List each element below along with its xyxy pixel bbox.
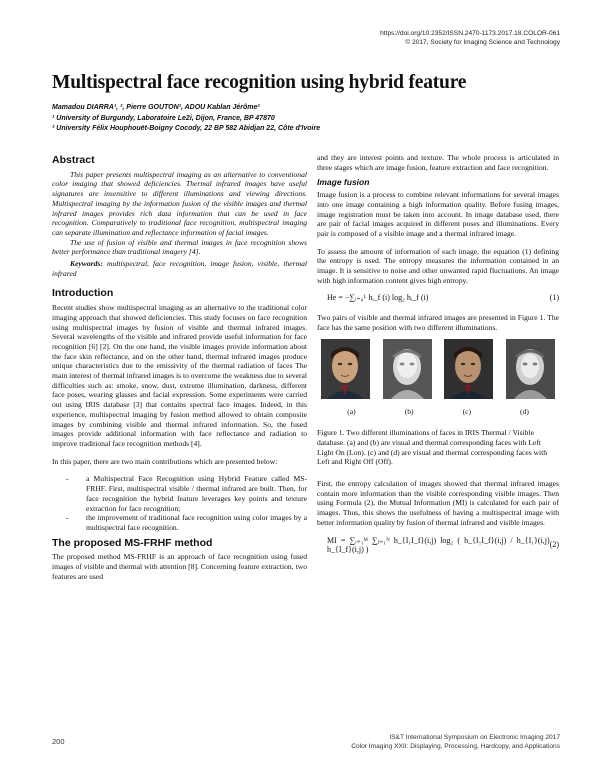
- equation-1: [317, 293, 559, 303]
- list-dash: -: [66, 474, 69, 484]
- method-paragraph-continued: and they are interest points and texture. The whole process is articulated in three stages which are image fusion, feature extraction and face recognition.: [317, 153, 559, 172]
- figure-label-c: (c): [462, 406, 472, 416]
- image-fusion-paragraph-1: Image fusion is a process to combine relevant informations for several images into one image containing a high information quality. Before fusing images, image registration must be taken into account. In image database used, there are pair of facial images acquired in different poses and illuminations. Every pair is composed of a visible image and a thermal infrared image.: [317, 190, 559, 238]
- method-paragraph-1: The proposed method MS-FRHF is an approach of face recognition using fused images of visible and thermal with attention [8]. Concerning feature extraction, two features are used: [52, 552, 307, 581]
- method-heading: The proposed MS-FRHF method: [52, 536, 213, 549]
- figure-label-a: (a): [347, 406, 356, 416]
- face-image-visible-c: [444, 339, 493, 399]
- author-names: Mamadou DIARRA¹, ², Pierre GOUTON¹, ADOU Kablan Jérôme²: [52, 104, 260, 111]
- page-footer: [351, 733, 560, 751]
- page-header: [380, 29, 560, 47]
- paper-title: Multispectral face recognition using hybrid feature: [52, 72, 467, 93]
- entropy-formula: He = −∑ᵢ₌₀ᴸ hᵢ_f (i) log₂ hᵢ_f (i): [327, 293, 429, 303]
- author-block: [52, 103, 320, 135]
- mutual-information-formula: MI = ∑ᵢ₌₁ᴹ ∑ⱼ₌₁ᴺ h_{I₁I_f}(i,j) log₂ ( h_{I₁I_f}(i,j) / h_{I₁}(i,j) h_{I_f}(i,j) ): [327, 535, 550, 555]
- abstract-heading: Abstract: [52, 154, 95, 166]
- figure-1: [321, 339, 555, 399]
- introduction-paragraph-1: Recent studies show multispectral imaging as an alternative to the traditional color imaging approach that showed deficiencies. This study focuses on face recognition using multispectral images by fusion of visible and thermal infrared images. Several wavelengths of the visible and infrared provide useful information for face recognition [6] [2]. On the one hand, the visible images provide information about the face skin reflectance, and on the other hand, thermal infrared images produce unique characteristics due to the emissivity of the thermal radiation of faces The main interest of thermal infrared images is to overcome the weakness due to several difficulties such as: smoke, snow, dust, extreme illumination, darkness, different face poses, wearing glasses and facial expression. Some experiments were carried out using IRIS database [3] that contains spectral face images. Indeed, in this experience, multispectral imaging by fusion method allowed to obtain composite images by combining visible and thermal infrared information. So, the fused images provide additional information with face reflectance and radiation to improve traditional face recognition methods [4].: [52, 303, 307, 448]
- introduction-paragraph-2: In this paper, there are two main contributions which are presented below:: [52, 456, 278, 466]
- keywords-list: multispectral, face recognition, image fusion, visible, thermal infrared: [52, 259, 307, 278]
- list-item: [52, 474, 307, 513]
- conference-name: IS&T International Symposium on Electronic Imaging 2017: [389, 734, 560, 741]
- list-dash: -: [66, 513, 69, 523]
- page-number: 200: [52, 737, 65, 746]
- copyright-notice: © 2017, Society for Imaging Science and Technology: [405, 39, 560, 46]
- image-fusion-paragraph-2: To assess the amount of information of each image, the equation (1) defining the entropy is used. The entropy measures the information contained in an image. It is sensitive to noise and other unwanted rapid fluctuations. An image with high information content gives high entropy.: [317, 246, 559, 285]
- abstract-paragraph-2: The use of fusion of visible and thermal images in face recognition shows better performance than traditional imagery [4].: [52, 237, 307, 257]
- left-column: [52, 153, 307, 581]
- figure-1-caption: Figure 1. Two different illuminations of faces in IRIS Thermal / Visible database. (a) and (b) are visual and thermal corresponding faces with Left Light On (Lon). (c) and (d) are visual and thermal corresponding faces with Left and Right Off (Off).: [317, 428, 548, 467]
- conference-subtitle: Color Imaging XXII: Displaying, Processing, Hardcopy, and Applications: [351, 743, 560, 750]
- equation-2: [317, 536, 559, 555]
- list-item: [52, 513, 307, 532]
- doi-link[interactable]: https://doi.org/10.2352/ISSN.2470-1173.2017.18.COLOR-061: [380, 30, 560, 37]
- keywords: [52, 259, 307, 278]
- affiliation-2: ² University Félix Houphouët-Boigny Cocody, 22 BP 582 Abidjan 22, Côte d'Ivoire: [52, 125, 321, 132]
- abstract-paragraph-1: This paper presents multispectral imaging as an alternative to conventional color imaging that showed deficiencies. Thermal infrared images have useful signatures are insensitive to different illuminations and viewing directions. Multispectral imaging by the information fusion of the visible images and thermal infrared images provides rich data information that can be used in face recognition. Comparatively to traditional face recognition, multispectral imaging can separate illumination and reflectance information of facial images.: [52, 169, 307, 237]
- list-item-text: a Multispectral Face Recognition using Hybrid Feature called MS-FRHF. First, multispectral visible / thermal infrared are built. Then, for face recognition the hybrid feature leverages key points and texture extraction for face recognition;: [86, 474, 307, 513]
- image-fusion-paragraph-4: First, the entropy calculation of images showed that thermal infrared images contain more information than the visible corresponding visible images. Then using Formula (2), the Mutual Information (MI) is calculated for each pair of images. Thus, this shows the usefulness of having a multispectral image with better information quality by fusion of thermal infrared and visible images.: [317, 479, 559, 527]
- keywords-label: Keywords:: [70, 259, 103, 269]
- figure-1-labels: [327, 407, 549, 417]
- equation-number: (1): [549, 293, 559, 303]
- introduction-heading: Introduction: [52, 287, 114, 300]
- figure-label-b: (b): [404, 406, 414, 416]
- face-image-thermal-b: [383, 339, 432, 399]
- contribution-list: [52, 474, 307, 532]
- figure-label-d: (d): [520, 406, 529, 416]
- face-image-thermal-d: [506, 339, 555, 399]
- face-image-visible-a: [321, 339, 370, 399]
- image-fusion-heading: Image fusion: [317, 177, 370, 188]
- affiliation-1: ¹ University of Burgundy, Laboratoire Le2i, Dijon, France, BP 47870: [52, 114, 275, 122]
- list-item-text: the improvement of traditional face recognition using color images by a multispectral face recognition.: [86, 513, 307, 532]
- image-fusion-paragraph-3: Two pairs of visible and thermal infrared images are presented in Figure 1. The face has the same position with two different illuminations.: [317, 313, 559, 332]
- right-column: [317, 153, 559, 565]
- equation-number: (2): [549, 540, 559, 550]
